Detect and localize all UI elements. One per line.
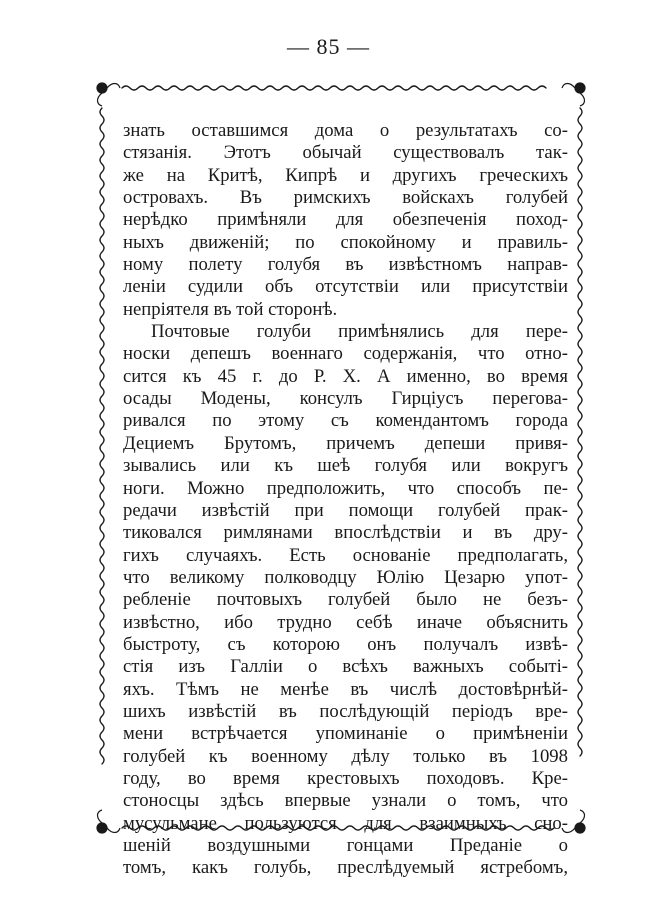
text-line: зывались или къ шеѣ голубя или вокругъ: [123, 455, 568, 477]
text-line: ривался по этому съ комендантомъ города: [123, 410, 568, 432]
text-line: году, во время крестовыхъ походовъ. Кре-: [123, 767, 568, 789]
text-line: же на Критѣ, Кипрѣ и другихъ греческихъ: [123, 164, 568, 186]
text-line: леніи судили объ отсутствіи или присутствіи: [123, 276, 568, 298]
text-line: осады Модены, консулъ Гирціусъ перегова-: [123, 388, 568, 410]
top-wavy-line: [122, 86, 546, 90]
text-line: стязанія. Этотъ обычай существовалъ так-: [123, 142, 568, 164]
text-line: мусульмане пользуются для взаимныхъ сно-: [123, 812, 568, 834]
text-line: шихъ извѣстій въ послѣдующій періодъ вре-: [123, 700, 568, 722]
corner-ornament-top-right: [562, 83, 585, 106]
text-line: ребленіе почтовыхъ голубей было не безъ-: [123, 589, 568, 611]
text-line: сится къ 45 г. до Р. Х. А именно, во время: [123, 365, 568, 387]
text-line: тиковался римлянами впослѣдствіи и въ дру-: [123, 522, 568, 544]
text-line: что великому полководцу Юлію Цезарю упот-: [123, 566, 568, 588]
text-line: островахъ. Въ римскихъ войскахъ голубей: [123, 187, 568, 209]
body-text: [123, 120, 568, 880]
corner-ornament-top-left: [97, 83, 120, 106]
text-line: голубей къ военному дѣлу только въ 1098: [123, 745, 568, 767]
text-line: ноги. Можно предположить, что способъ пе-: [123, 477, 568, 499]
text-line: стія изъ Галліи о всѣхъ важныхъ событі-: [123, 656, 568, 678]
text-line: мени встрѣчается упоминаніе о примѣненіи: [123, 723, 568, 745]
text-line: извѣстно, ибо трудно себѣ иначе объяснить: [123, 611, 568, 633]
text-line: быстроту, съ которою онъ получалъ извѣ-: [123, 633, 568, 655]
page-number: — 85 —: [287, 34, 370, 59]
corner-ornament-bottom-left: [97, 810, 120, 833]
text-line: непріятеля въ той сторонѣ.: [123, 298, 338, 320]
text-line: ныхъ движеній; по спокойному и правиль-: [123, 231, 568, 253]
left-wavy-line: [100, 108, 104, 764]
text-line: стоносцы здѣсь впервые узнали о томъ, что: [123, 790, 568, 812]
text-line: знать оставшимся дома о результатахъ со-: [123, 120, 568, 141]
text-line: шеній воздушными гонцами Преданіе о: [123, 835, 568, 856]
text-line: томъ, какъ голубь, преслѣдуемый ястребомъ,: [123, 857, 568, 879]
text-line: нерѣдко примѣняли для обезпеченія поход-: [123, 209, 568, 231]
paragraph-2: [123, 321, 568, 880]
right-wavy-line: [578, 108, 582, 756]
text-line: редачи извѣстій при помощи голубей прак-: [123, 499, 568, 521]
text-line: Почтовые голуби примѣнялись для пере-: [151, 321, 568, 343]
text-line: носки депешъ военнаго содержанія, что отно-: [123, 343, 568, 365]
text-line: гихъ случаяхъ. Есть основаніе предполагать,: [123, 544, 568, 566]
text-line: ному полету голубя въ извѣстномъ направ-: [123, 254, 568, 276]
text-line: Дециемъ Брутомъ, причемъ депеши привя-: [123, 432, 568, 454]
text-line: яхъ. Тѣмъ не менѣе въ числѣ достовѣрнѣй-: [123, 678, 568, 700]
paragraph-1: [123, 120, 568, 321]
